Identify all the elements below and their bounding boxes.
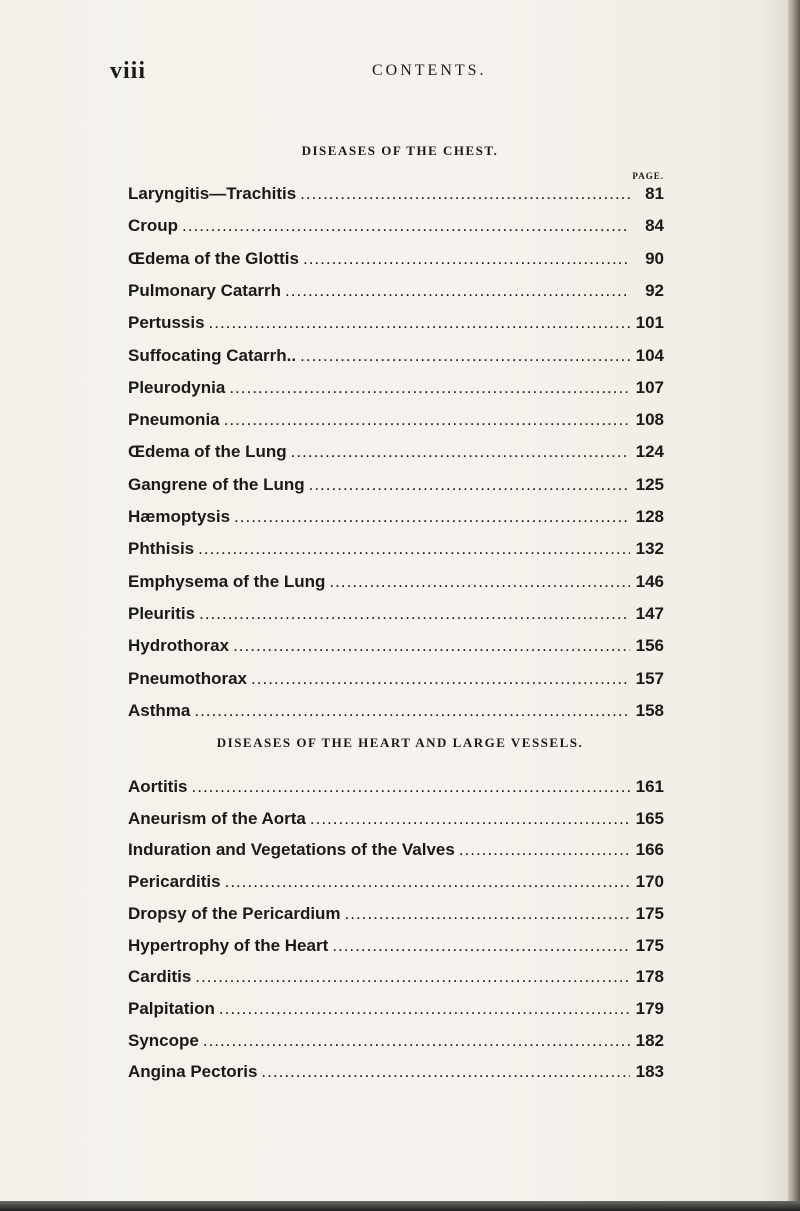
dot-leader xyxy=(300,181,630,206)
toc-entry xyxy=(128,933,664,958)
toc-entry xyxy=(128,964,664,989)
toc-entry-title: Angina Pectoris xyxy=(128,1062,258,1082)
dot-leader xyxy=(234,504,630,529)
toc-entry xyxy=(128,996,664,1021)
toc-entry-title: Dropsy of the Pericardium xyxy=(128,903,341,923)
toc-entry-page: 107 xyxy=(635,377,664,397)
toc-entry-page: 178 xyxy=(635,967,664,987)
toc-entry xyxy=(128,246,664,271)
dot-leader xyxy=(198,536,630,561)
toc-entry-page: 161 xyxy=(635,777,664,796)
dot-leader xyxy=(261,1059,630,1084)
dot-leader xyxy=(345,901,630,926)
toc-entry-title: Carditis xyxy=(128,967,192,987)
toc-entry-page: 146 xyxy=(635,571,664,591)
toc-entry-page: 81 xyxy=(645,184,664,203)
dot-leader xyxy=(203,1028,630,1053)
dot-leader xyxy=(310,806,630,831)
toc-entry-title: Hypertrophy of the Heart xyxy=(128,935,329,955)
toc-entry-title: Hæmoptysis xyxy=(128,507,231,526)
running-head: CONTENTS. xyxy=(372,62,487,79)
toc-entry xyxy=(128,375,664,400)
toc-entry xyxy=(128,666,664,691)
toc-entry-title: Pleuritis xyxy=(128,603,196,623)
dot-leader xyxy=(233,633,630,658)
toc-entry xyxy=(128,472,664,497)
dot-leader xyxy=(195,964,630,989)
toc-entry-page: 84 xyxy=(645,216,664,236)
dot-leader xyxy=(459,837,630,862)
toc-entry-title: Suffocating Catarrh.. xyxy=(128,345,297,365)
toc-entry-title: Syncope xyxy=(128,1030,199,1050)
toc-entry xyxy=(128,536,664,561)
toc-entry xyxy=(128,837,664,862)
dot-leader xyxy=(300,343,630,368)
page-number: viii xyxy=(110,58,147,84)
dot-leader xyxy=(303,246,630,271)
dot-leader xyxy=(224,407,630,432)
toc-entry-title: Croup xyxy=(128,216,179,236)
toc-entry xyxy=(128,213,664,238)
dot-leader xyxy=(329,569,630,594)
toc-entry xyxy=(128,901,664,926)
toc-entry-page: 90 xyxy=(645,248,664,268)
dot-leader xyxy=(251,666,630,691)
toc-entry-title: Aneurism of the Aorta xyxy=(128,808,306,828)
toc-entry xyxy=(128,504,664,529)
toc-entry-page: 108 xyxy=(635,410,664,430)
toc-entry xyxy=(128,698,664,723)
toc-entry xyxy=(128,1059,664,1084)
dot-leader xyxy=(199,601,630,626)
toc-entry-page: 182 xyxy=(635,1030,664,1050)
toc-entry-page: 124 xyxy=(635,442,664,462)
dot-leader xyxy=(332,933,630,958)
toc-entry-title: Laryngitis—Trachitis xyxy=(128,184,297,203)
toc-entry-title: Phthisis xyxy=(128,539,195,559)
dot-leader xyxy=(192,774,631,799)
toc-entry-title: Œdema of the Glottis xyxy=(128,248,299,268)
toc-entry-page: 165 xyxy=(635,808,664,828)
page-edge-shadow xyxy=(788,0,800,1211)
toc-entry xyxy=(128,601,664,626)
toc-entry-page: 179 xyxy=(635,998,664,1018)
dot-leader xyxy=(219,996,630,1021)
toc-entry-page: 166 xyxy=(635,840,664,860)
dot-leader xyxy=(291,439,630,464)
toc-entry-page: 132 xyxy=(635,539,664,559)
toc-entry-page: 92 xyxy=(645,280,664,300)
toc-entry-title: Palpitation xyxy=(128,998,215,1018)
toc-entry-page: 175 xyxy=(635,935,664,955)
page-column-label: PAGE. xyxy=(632,171,664,181)
toc-entry-title: Pleurodynia xyxy=(128,377,226,397)
toc-entry-title: Pertussis xyxy=(128,313,205,333)
toc-entry xyxy=(128,806,664,831)
dot-leader xyxy=(182,213,630,238)
dot-leader xyxy=(225,869,630,894)
toc-entry-page: 147 xyxy=(635,603,664,623)
toc-entry-title: Pericarditis xyxy=(128,872,221,892)
dot-leader xyxy=(209,310,630,335)
toc-entry xyxy=(128,869,664,894)
toc-entry-title: Induration and Vegetations of the Valves xyxy=(128,840,455,860)
dot-leader xyxy=(229,375,630,400)
toc-entry-page: 157 xyxy=(635,668,664,688)
toc-entry xyxy=(128,181,664,206)
toc-entry-page: 175 xyxy=(635,903,664,923)
toc-entry-page: 104 xyxy=(635,345,664,365)
toc-entry-page: 183 xyxy=(635,1062,664,1082)
toc-entry-title: Pneumonia xyxy=(128,410,220,430)
dot-leader xyxy=(309,472,630,497)
toc-entry xyxy=(128,633,664,658)
toc-entry xyxy=(128,278,664,303)
toc-entry-page: 158 xyxy=(635,700,664,720)
dot-leader xyxy=(285,278,630,303)
toc-entry-page: 125 xyxy=(635,474,664,494)
toc-entry-title: Œdema of the Lung xyxy=(128,442,287,462)
toc-entry-page: 170 xyxy=(635,872,664,892)
toc-entry xyxy=(128,407,664,432)
toc-entry xyxy=(128,343,664,368)
toc-entry xyxy=(128,439,664,464)
toc-entry-page: 156 xyxy=(635,636,664,656)
page-header xyxy=(0,58,800,88)
dot-leader xyxy=(194,698,630,723)
page-bottom-edge xyxy=(0,1201,800,1211)
toc-entry xyxy=(128,310,664,335)
toc-entry-title: Emphysema of the Lung xyxy=(128,571,326,591)
toc-entry xyxy=(128,774,664,799)
toc-entry xyxy=(128,569,664,594)
toc-entry-title: Gangrene of the Lung xyxy=(128,474,305,494)
toc-entry-title: Aortitis xyxy=(128,777,188,796)
section-title-chest: DISEASES OF THE CHEST. xyxy=(301,143,499,158)
toc-entry-title: Hydrothorax xyxy=(128,636,230,656)
toc-entry xyxy=(128,1028,664,1053)
toc-entry-title: Pneumothorax xyxy=(128,668,248,688)
section-title-heart: DISEASES OF THE HEART AND LARGE VESSELS. xyxy=(216,735,584,750)
toc-entry-page: 128 xyxy=(635,507,664,526)
toc-entry-title: Asthma xyxy=(128,700,191,720)
toc-entry-title: Pulmonary Catarrh xyxy=(128,280,282,300)
toc-entry-page: 101 xyxy=(635,313,664,333)
